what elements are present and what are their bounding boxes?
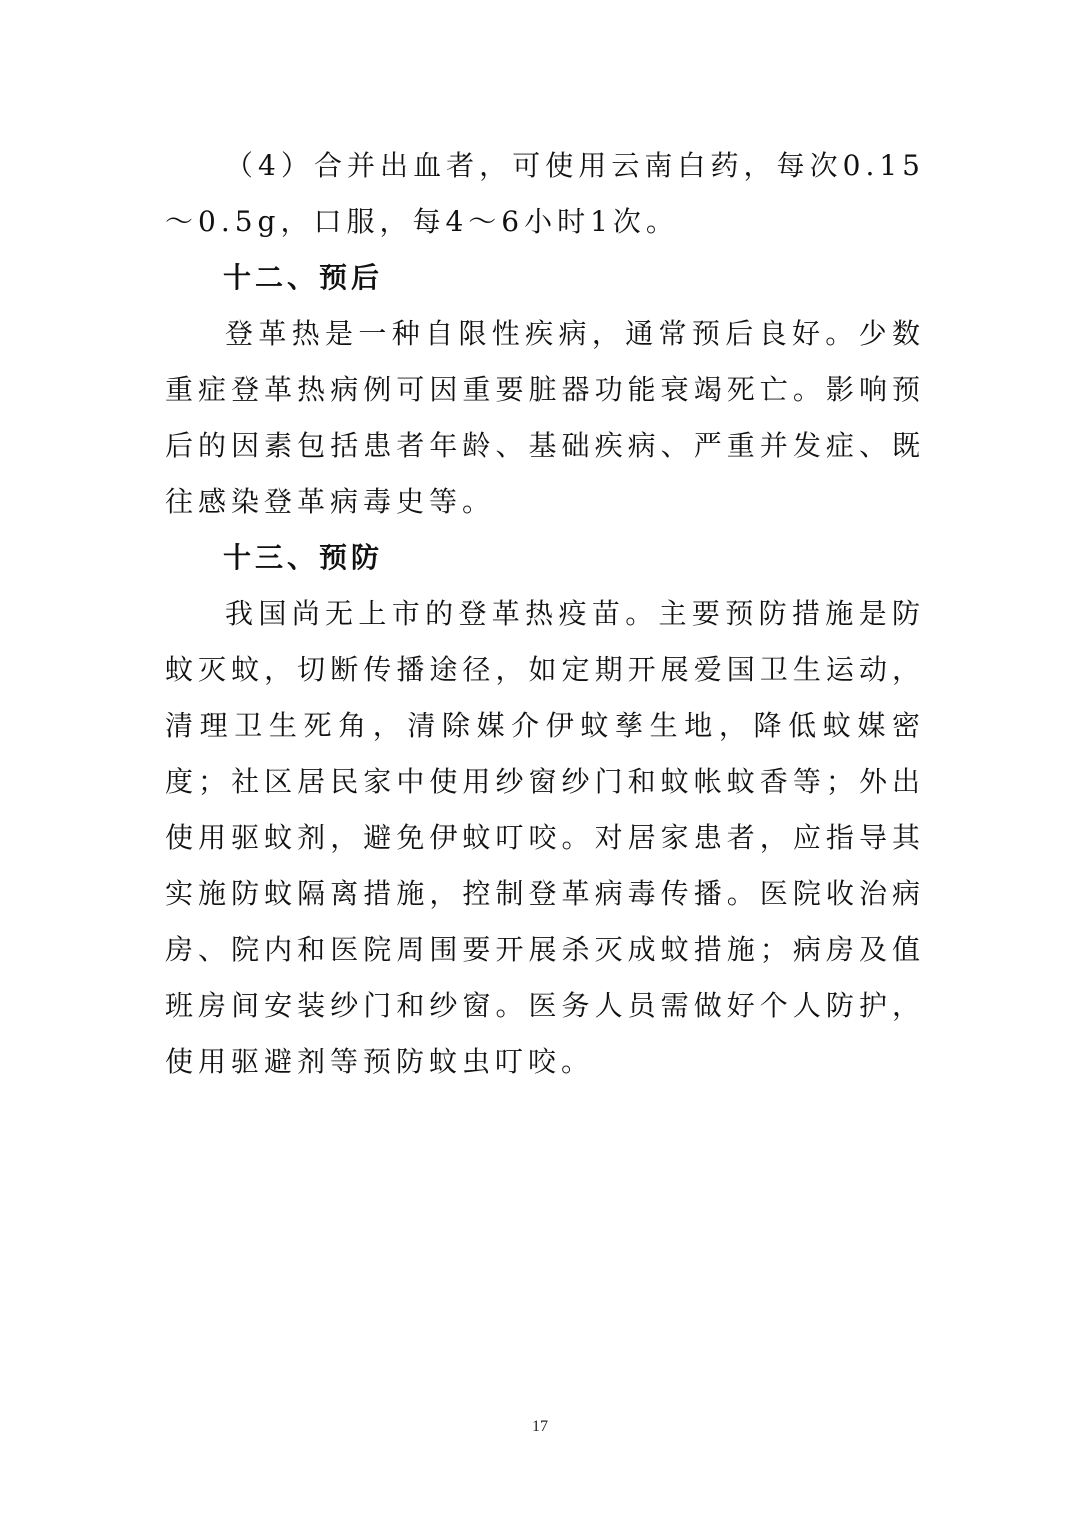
paragraph-treatment-bleeding: （4）合并出血者，可使用云南白药，每次0.15～0.5g，口服，每4～6小时1次。 [165, 149, 925, 238]
section-heading-prognosis: 十二、预后 [223, 261, 384, 294]
section-heading-prevention: 十三、预防 [223, 541, 384, 574]
page-number: 17 [532, 1418, 548, 1435]
paragraph-prevention: 我国尚无上市的登革热疫苗。主要预防措施是防蚊灭蚊，切断传播途径，如定期开展爱国卫生运动，清理卫生死角，清除媒介伊蚊孳生地，降低蚊媒密度；社区居民家中使用纱窗纱门和蚊帐蚊香等；外出使用驱蚊剂，避免伊蚊叮咬。对居家患者，应指导其实施防蚊隔离措施，控制登革病毒传播。医院收治病房、院内和医院周围要开展杀灭成蚊措施；病房及值班房间安装纱门和纱窗。医务人员需做好个人防护，使用驱避剂等预防蚊虫叮咬。 [165, 597, 925, 1078]
paragraph-prognosis: 登革热是一种自限性疾病，通常预后良好。少数重症登革热病例可因重要脏器功能衰竭死亡。影响预后的因素包括患者年龄、基础疾病、严重并发症、既往感染登革病毒史等。 [165, 317, 925, 518]
document-body [165, 138, 925, 1090]
